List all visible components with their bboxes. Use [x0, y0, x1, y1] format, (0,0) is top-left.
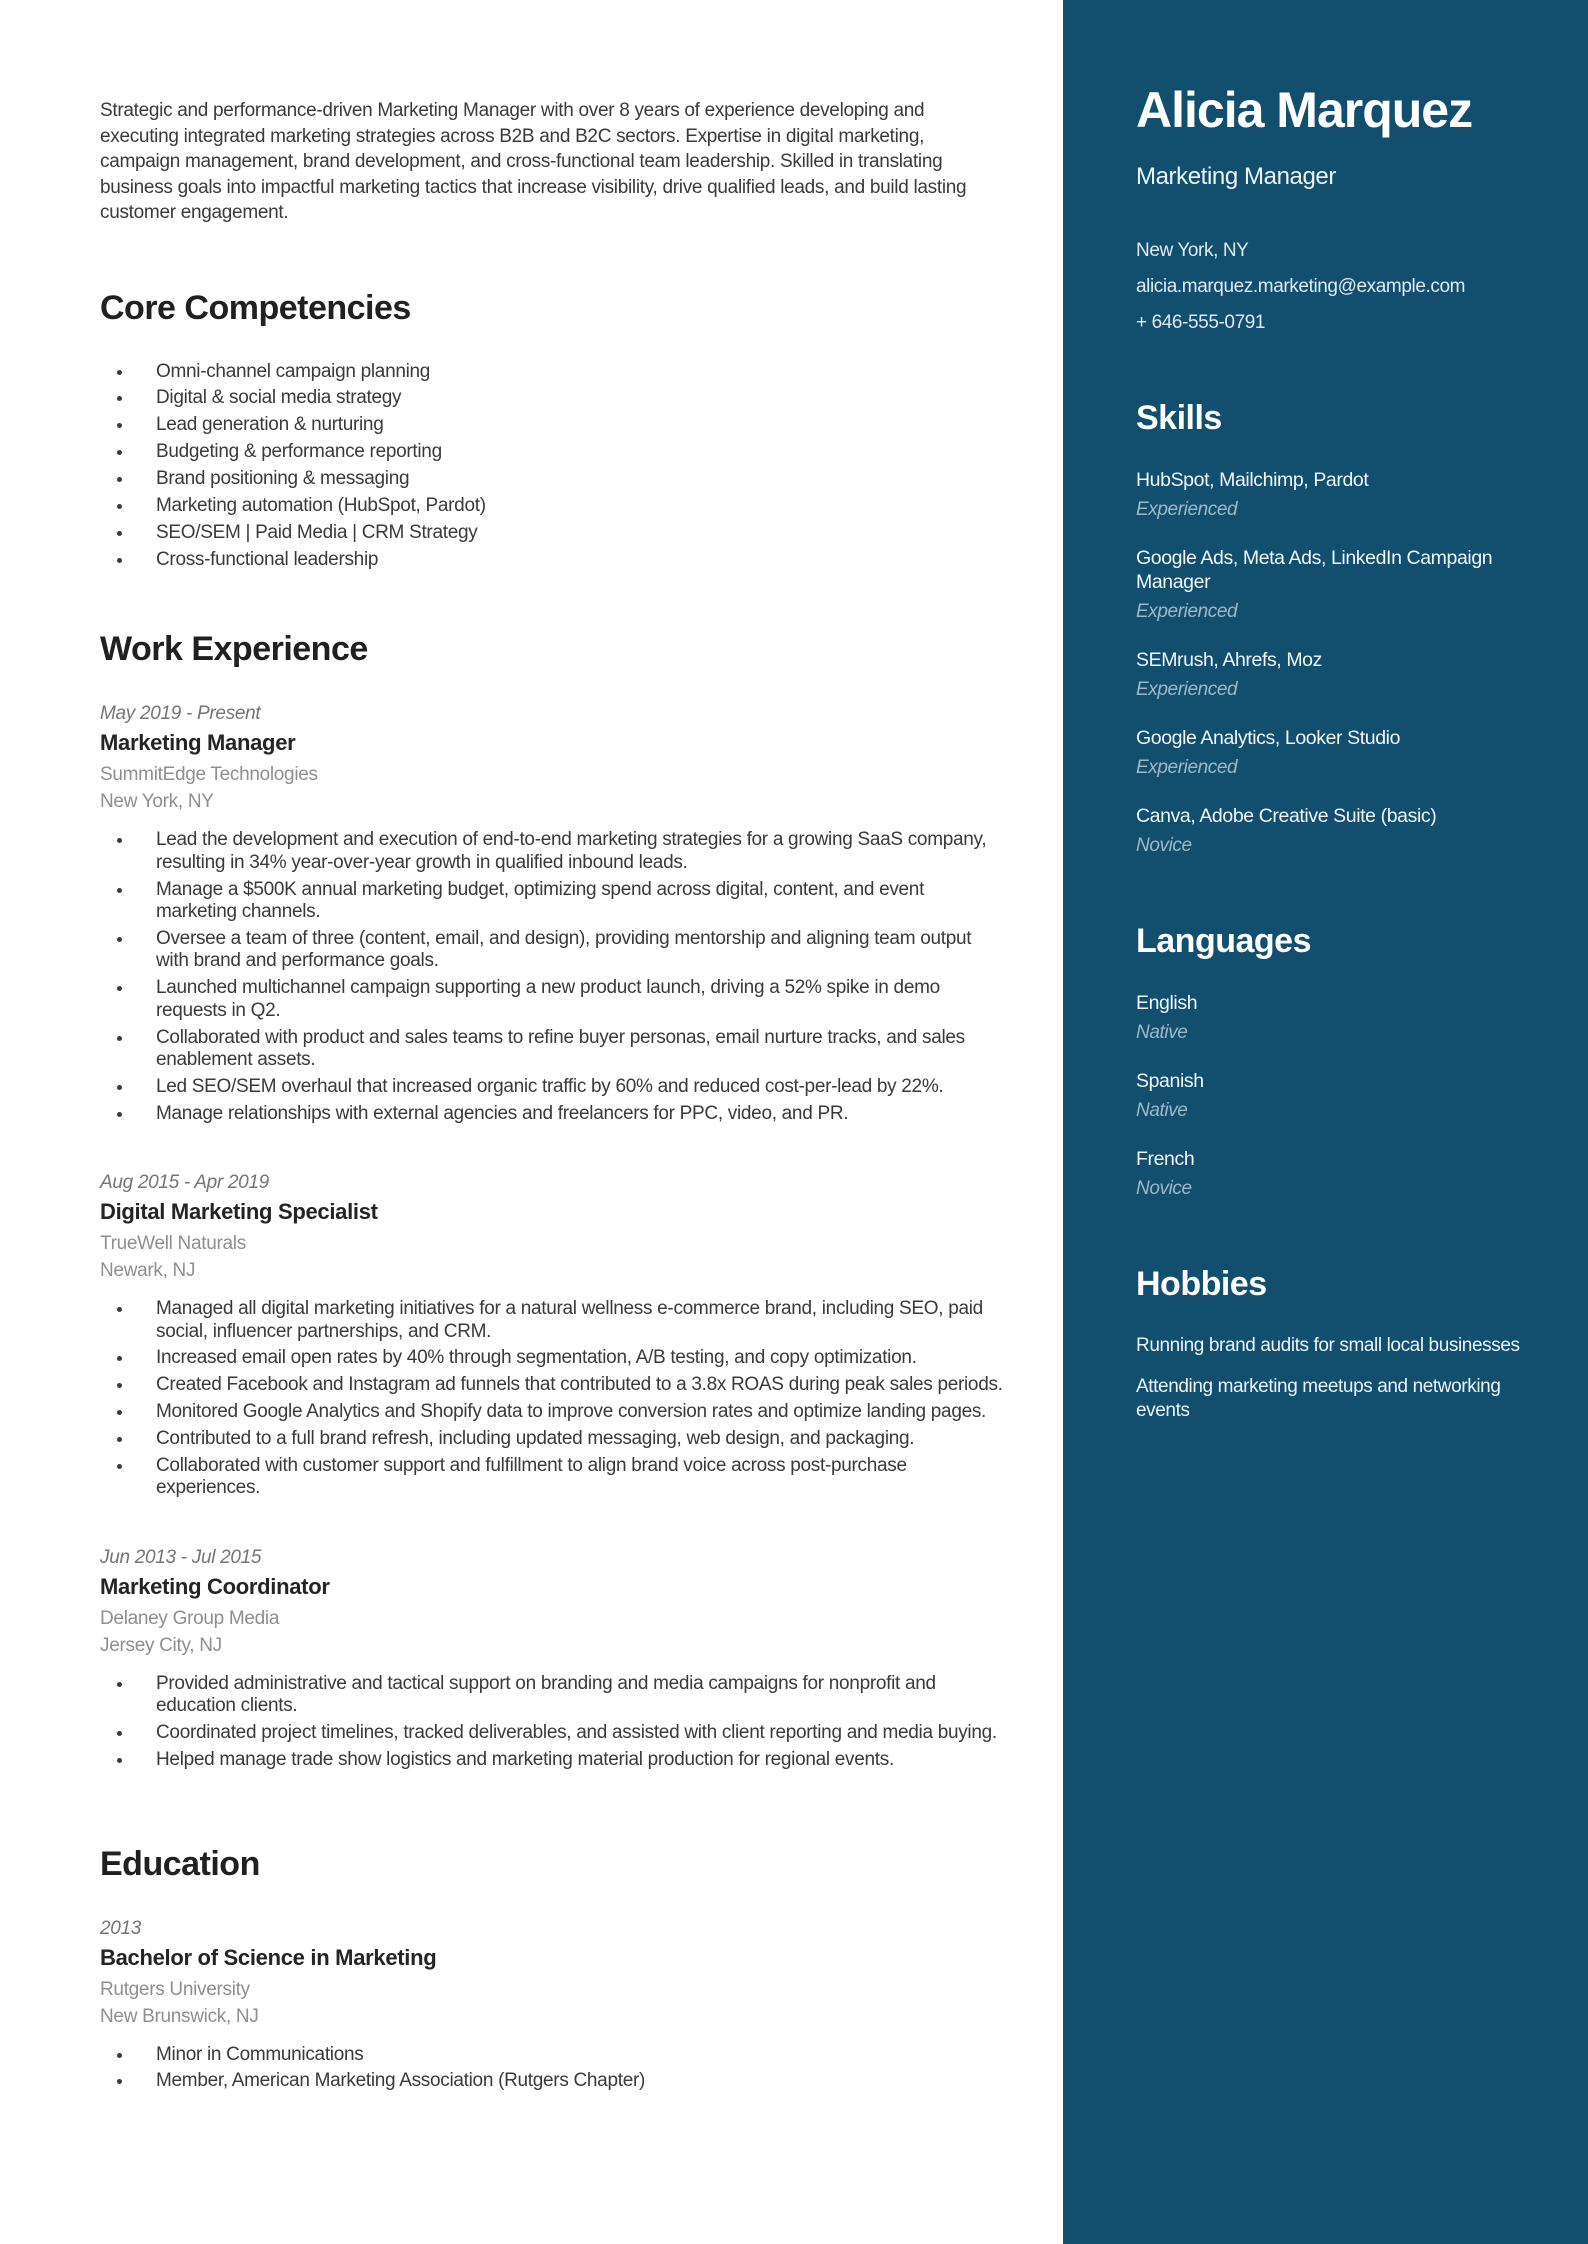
job-title: Digital Marketing Specialist — [100, 1199, 378, 1225]
language-level: Native — [1136, 1022, 1188, 1043]
list-item: • Minor in Communications — [134, 2044, 1005, 2066]
job-dates: Aug 2015 - Apr 2019 — [100, 1172, 269, 1194]
job-entry-marketing-coordinator — [100, 1546, 1005, 1772]
language-level: Novice — [1136, 1178, 1192, 1199]
list-item: • Lead generation & nurturing — [134, 414, 1005, 436]
language-name: French — [1136, 1148, 1195, 1170]
sidebar — [1063, 0, 1588, 2244]
skill-entry — [1136, 546, 1520, 623]
job-company: Delaney Group Media — [100, 1607, 280, 1629]
contact-phone: + 646-555-0791 — [1136, 312, 1266, 333]
person-name: Alicia Marquez — [1136, 82, 1473, 138]
skill-entry — [1136, 648, 1520, 701]
skill-name: Google Ads, Meta Ads, LinkedIn Campaign Manager — [1136, 547, 1493, 593]
skill-level: Experienced — [1136, 757, 1238, 778]
job-bullet-list — [100, 1298, 1005, 1500]
work-experience-heading: Work Experience — [100, 630, 368, 669]
skill-level: Novice — [1136, 835, 1192, 856]
list-item: • Led SEO/SEM overhaul that increased organic traffic by 60% and reduced cost-per-lead by 22%. — [134, 1076, 1005, 1098]
skill-name: Google Analytics, Looker Studio — [1136, 727, 1401, 749]
skill-entry — [1136, 726, 1520, 779]
job-title: Marketing Coordinator — [100, 1573, 330, 1599]
language-name: Spanish — [1136, 1070, 1204, 1092]
education-school: Rutgers University — [100, 1978, 250, 2000]
list-item: • SEO/SEM | Paid Media | CRM Strategy — [134, 522, 1005, 544]
list-item: • Created Facebook and Instagram ad funnels that contributed to a 3.8x ROAS during peak sales periods. — [134, 1374, 1005, 1396]
job-company: TrueWell Naturals — [100, 1233, 246, 1255]
job-dates: May 2019 - Present — [100, 703, 261, 725]
job-title: Marketing Manager — [100, 730, 296, 756]
person-job-title: Marketing Manager — [1136, 163, 1336, 190]
language-entry — [1136, 1069, 1520, 1122]
education-dates: 2013 — [100, 1917, 142, 1939]
language-level: Native — [1136, 1100, 1188, 1121]
list-item: • Helped manage trade show logistics and marketing material production for regional events. — [134, 1749, 1005, 1771]
languages-heading: Languages — [1136, 922, 1311, 960]
list-item: • Omni-channel campaign planning — [134, 361, 1005, 383]
skill-name: Canva, Adobe Creative Suite (basic) — [1136, 805, 1437, 827]
list-item: • Digital & social media strategy — [134, 387, 1005, 409]
education-bullet-list — [100, 2044, 1005, 2093]
skill-level: Experienced — [1136, 499, 1238, 520]
job-entry-marketing-manager — [100, 702, 1005, 1125]
job-location: Jersey City, NJ — [100, 1634, 222, 1656]
list-item: • Launched multichannel campaign supporting a new product launch, driving a 52% spike in demo requests in Q2. — [134, 977, 1005, 1022]
education-location: New Brunswick, NJ — [100, 2005, 259, 2027]
job-location: Newark, NJ — [100, 1260, 196, 1282]
list-item: • Manage relationships with external agencies and freelancers for PPC, video, and PR. — [134, 1103, 1005, 1125]
job-dates: Jun 2013 - Jul 2015 — [100, 1546, 262, 1568]
education-degree: Bachelor of Science in Marketing — [100, 1944, 437, 1970]
job-bullet-list — [100, 1673, 1005, 1772]
core-competencies-heading: Core Competencies — [100, 288, 411, 327]
skill-level: Experienced — [1136, 601, 1238, 622]
list-item: • Cross-functional leadership — [134, 549, 1005, 571]
job-bullet-list — [100, 829, 1005, 1125]
list-item: • Coordinated project timelines, tracked deliverables, and assisted with client reporting and media buying. — [134, 1722, 1005, 1744]
education-entry — [100, 1917, 1005, 2093]
job-company: SummitEdge Technologies — [100, 764, 318, 786]
list-item: • Brand positioning & messaging — [134, 468, 1005, 490]
list-item: • Managed all digital marketing initiatives for a natural wellness e-commerce brand, including SEO, paid social, influencer partnerships, and CRM. — [134, 1298, 1005, 1343]
summary-paragraph: Strategic and performance-driven Marketing Manager with over 8 years of experience developing and executing integrated marketing strategies across B2B and B2C sectors. Expertise in digital marketing, campaign management, brand development, and cross-functional team leadership. Skilled in translating business goals into impactful marketing tactics that increase visibility, drive qualified leads, and build lasting customer engagement. — [100, 100, 967, 223]
skill-entry — [1136, 804, 1520, 857]
list-item: • Collaborated with product and sales teams to refine buyer personas, email nurture tracks, and sales enablement assets. — [134, 1027, 1005, 1072]
language-entry — [1136, 1147, 1520, 1200]
list-item: • Provided administrative and tactical support on branding and media campaigns for nonprofit and education clients. — [134, 1673, 1005, 1718]
education-heading: Education — [100, 1844, 260, 1883]
list-item: • Contributed to a full brand refresh, including updated messaging, web design, and packaging. — [134, 1428, 1005, 1450]
list-item: • Monitored Google Analytics and Shopify data to improve conversion rates and optimize landing pages. — [134, 1401, 1005, 1423]
list-item: • Budgeting & performance reporting — [134, 441, 1005, 463]
list-item: • Oversee a team of three (content, email, and design), providing mentorship and aligning team output with brand and performance goals. — [134, 928, 1005, 973]
skill-name: HubSpot, Mailchimp, Pardot — [1136, 469, 1369, 491]
core-competencies-list — [100, 361, 1005, 572]
job-entry-digital-marketing-specialist — [100, 1171, 1005, 1500]
job-location: New York, NY — [100, 791, 214, 813]
skill-name: SEMrush, Ahrefs, Moz — [1136, 649, 1322, 671]
skill-level: Experienced — [1136, 679, 1238, 700]
skills-heading: Skills — [1136, 399, 1222, 437]
list-item: • Collaborated with customer support and fulfillment to align brand voice across post-purchase experiences. — [134, 1455, 1005, 1500]
list-item: • Marketing automation (HubSpot, Pardot) — [134, 495, 1005, 517]
contact-location: New York, NY — [1136, 240, 1249, 261]
skill-entry — [1136, 468, 1520, 521]
hobby-item: Running brand audits for small local businesses — [1136, 1335, 1520, 1356]
list-item: • Lead the development and execution of end-to-end marketing strategies for a growing SaaS company, resulting in 34% year-over-year growth in qualified inbound leads. — [134, 829, 1005, 874]
language-entry — [1136, 991, 1520, 1044]
language-name: English — [1136, 992, 1198, 1014]
contact-email: alicia.marquez.marketing@example.com — [1136, 276, 1466, 297]
hobbies-heading: Hobbies — [1136, 1265, 1267, 1303]
list-item: • Increased email open rates by 40% through segmentation, A/B testing, and copy optimization. — [134, 1347, 1005, 1369]
hobby-item: Attending marketing meetups and networking events — [1136, 1376, 1501, 1421]
list-item: • Manage a $500K annual marketing budget, optimizing spend across digital, content, and event marketing channels. — [134, 879, 1005, 924]
list-item: • Member, American Marketing Association (Rutgers Chapter) — [134, 2070, 1005, 2092]
